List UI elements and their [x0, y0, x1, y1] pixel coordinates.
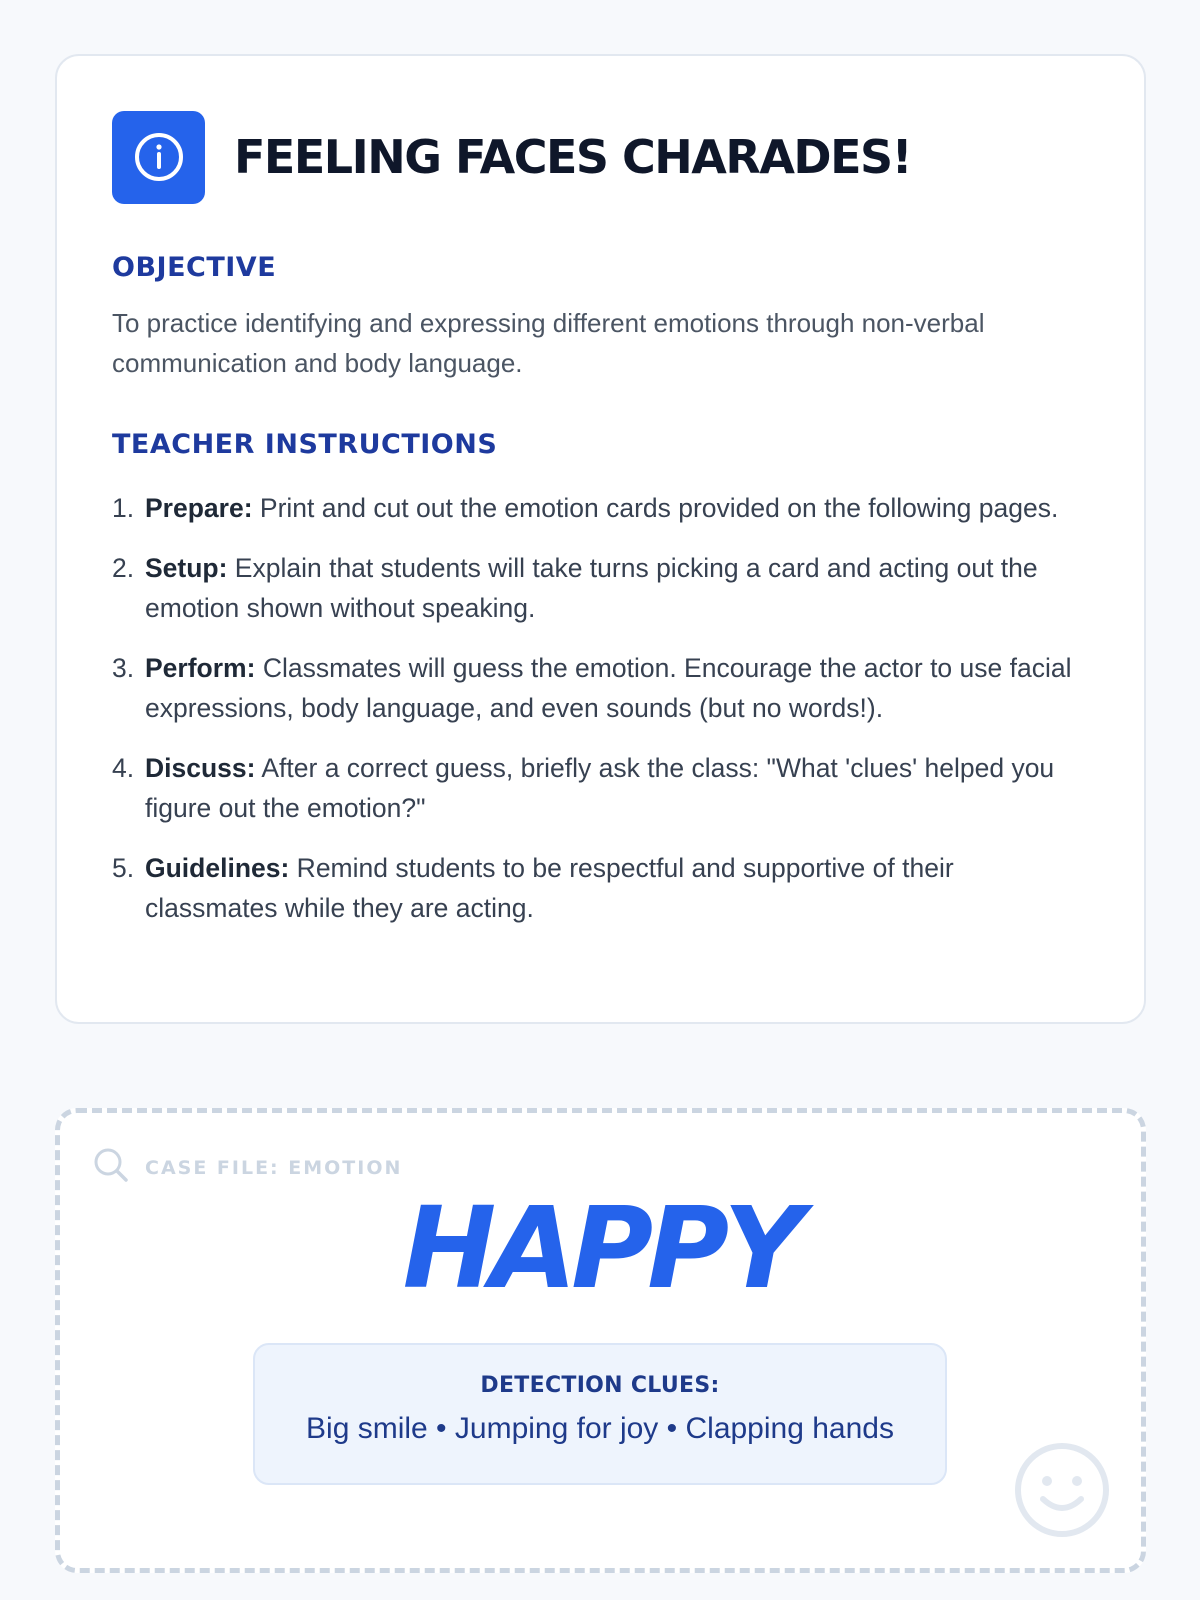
step-number: 4. — [112, 753, 135, 783]
instruction-step — [112, 648, 1087, 728]
step-number: 5. — [112, 853, 135, 883]
page-title: FEELING FACES CHARADES! — [234, 130, 912, 184]
instruction-step — [112, 748, 1087, 828]
step-body — [145, 648, 1087, 728]
search-icon — [93, 1147, 129, 1188]
clues-text: Big smile • Jumping for joy • Clapping hands — [306, 1412, 894, 1445]
emotion-card — [55, 1108, 1146, 1573]
step-number: 1. — [112, 493, 135, 523]
step-number: 2. — [112, 553, 135, 583]
objective-text: To practice identifying and expressing different emotions through non-verbal communication and body language. — [112, 308, 985, 378]
info-icon — [112, 111, 205, 204]
instructions-card — [55, 54, 1146, 1024]
instruction-step — [112, 548, 1087, 628]
step-body — [145, 748, 1087, 828]
smiley-icon — [1013, 1441, 1111, 1544]
case-file-label: CASE FILE: EMOTION — [145, 1156, 403, 1179]
step-label: Perform: — [145, 653, 256, 683]
step-label: Setup: — [145, 553, 228, 583]
step-body — [145, 488, 1087, 528]
instruction-step — [112, 848, 1087, 928]
step-text: Remind students to be respectful and supportive of their classmates while they are acting. — [145, 853, 954, 923]
step-body — [145, 848, 1087, 928]
instructions-heading: TEACHER INSTRUCTIONS — [112, 429, 498, 460]
step-label: Prepare: — [145, 493, 253, 523]
step-text: Classmates will guess the emotion. Encourage the actor to use facial expressions, body language, and even sounds (but no words!). — [145, 653, 1072, 723]
step-text: Print and cut out the emotion cards provided on the following pages. — [252, 493, 1059, 523]
instructions-list — [112, 488, 1089, 928]
title-row — [112, 110, 1089, 204]
step-text: After a correct guess, briefly ask the class: "What 'clues' helped you figure out the emotion?" — [145, 753, 1055, 823]
clues-box — [253, 1343, 947, 1485]
objective-heading: OBJECTIVE — [112, 252, 277, 283]
step-text: Explain that students will take turns picking a card and acting out the emotion shown without speaking. — [145, 553, 1038, 623]
step-number: 3. — [112, 653, 135, 683]
step-label: Discuss: — [145, 753, 256, 783]
emotion-word: HAPPY — [402, 1184, 799, 1314]
step-label: Guidelines: — [145, 853, 290, 883]
clues-title: DETECTION CLUES: — [480, 1373, 720, 1398]
case-file-header — [93, 1147, 402, 1188]
step-body — [145, 548, 1087, 628]
instruction-step — [112, 488, 1087, 528]
